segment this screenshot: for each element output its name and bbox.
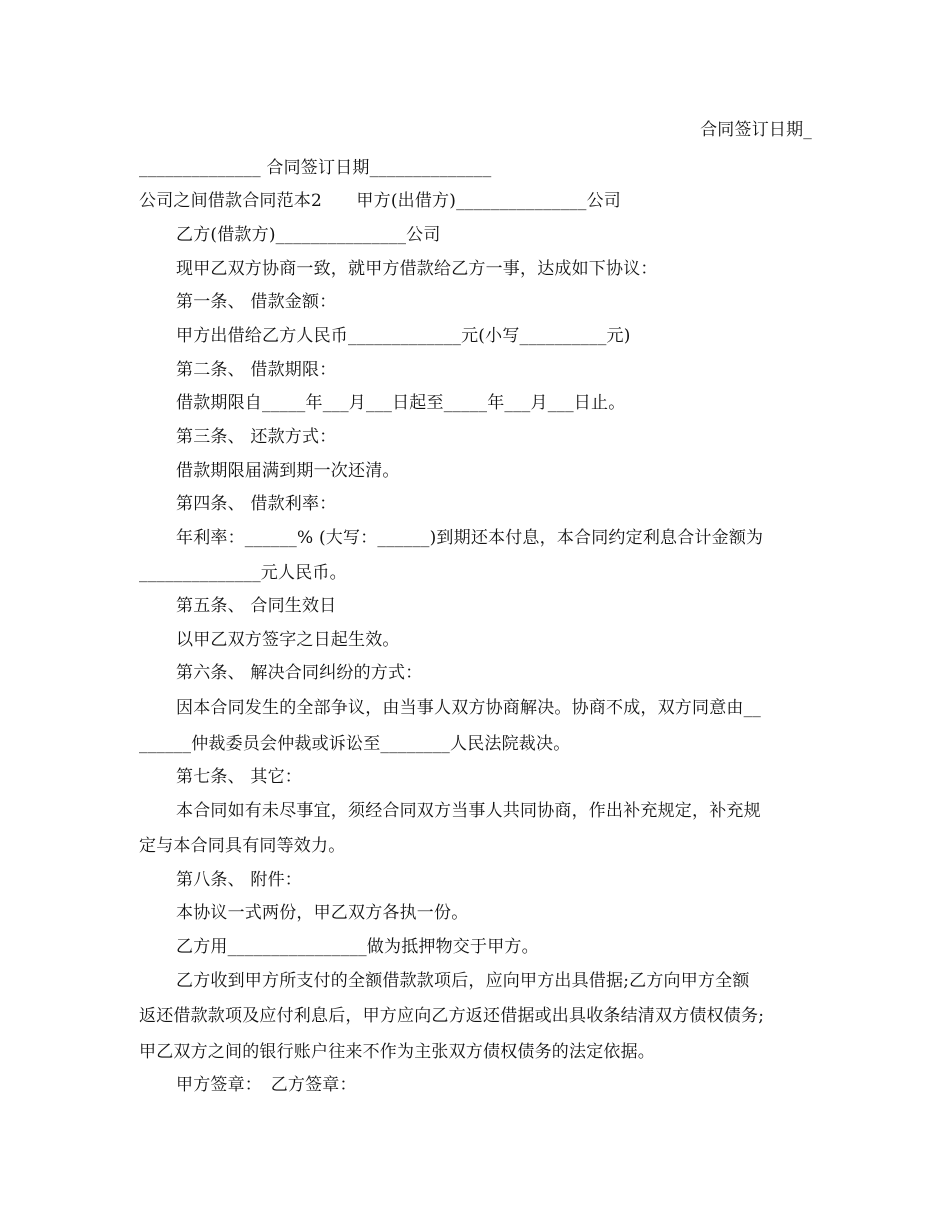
article-5-title: 第五条、 合同生效日 <box>176 596 337 616</box>
article-8-body-line-5: 甲乙双方之间的银行账户往来不作为主张双方债权债务的法定依据。 <box>139 1042 655 1062</box>
article-1-title: 第一条、 借款金额： <box>176 292 337 312</box>
article-8-body-line-1: 本协议一式两份，甲乙双方各执一份。 <box>176 903 469 923</box>
article-4-body-line-1: 年利率：______% (大写：______)到期还本付息，本合同约定利息合计金额为 <box>176 528 764 548</box>
signature-line: 甲方签章： 乙方签章： <box>176 1075 357 1095</box>
date-line: ______________ 合同签订日期______________ <box>139 158 492 178</box>
article-3-body: 借款期限届满到期一次还清。 <box>176 461 400 481</box>
article-8-body-line-2: 乙方用________________做为抵押物交于甲方。 <box>176 937 539 957</box>
party-b-line: 乙方(借款方)_______________公司 <box>176 225 441 245</box>
article-2-title: 第二条、 借款期限： <box>176 360 337 380</box>
article-8-body-line-4: 返还借款款项及应付利息后，甲方应向乙方返还借据或出具收条结清双方债权债务; <box>139 1006 765 1026</box>
article-5-body: 以甲乙双方签字之日起生效。 <box>176 630 400 650</box>
article-4-body-line-2: ______________元人民币。 <box>139 563 347 583</box>
header-date: 合同签订日期_ <box>700 120 812 140</box>
article-8-body-line-3: 乙方收到甲方所支付的全额借款款项后，应向甲方出具借据;乙方向甲方全额 <box>176 971 750 991</box>
article-6-title: 第六条、 解决合同纠纷的方式： <box>176 663 423 683</box>
article-7-body-line-1: 本合同如有未尽事宜，须经合同双方当事人共同协商，作出补充规定，补充规 <box>176 801 761 821</box>
article-3-title: 第三条、 还款方式： <box>176 427 337 447</box>
article-7-body-line-2: 定与本合同具有同等效力。 <box>139 836 346 856</box>
article-2-body: 借款期限自_____年___月___日起至_____年___月___日止。 <box>176 393 626 413</box>
intro-paragraph: 现甲乙双方协商一致，就甲方借款给乙方一事，达成如下协议： <box>176 259 658 279</box>
article-4-title: 第四条、 借款利率： <box>176 494 337 514</box>
title-line: 公司之间借款合同范本2 甲方(出借方)_______________公司 <box>139 191 621 211</box>
article-1-body: 甲方出借给乙方人民币_____________元(小写__________元) <box>176 326 631 346</box>
article-6-body-line-2: ______仲裁委员会仲裁或诉讼至________人民法院裁决。 <box>139 734 571 754</box>
article-6-body-line-1: 因本合同发生的全部争议，由当事人双方协商解决。协商不成，双方同意由__ <box>176 698 761 718</box>
article-7-title: 第七条、 其它： <box>176 767 303 787</box>
article-8-title: 第八条、 附件： <box>176 870 303 890</box>
